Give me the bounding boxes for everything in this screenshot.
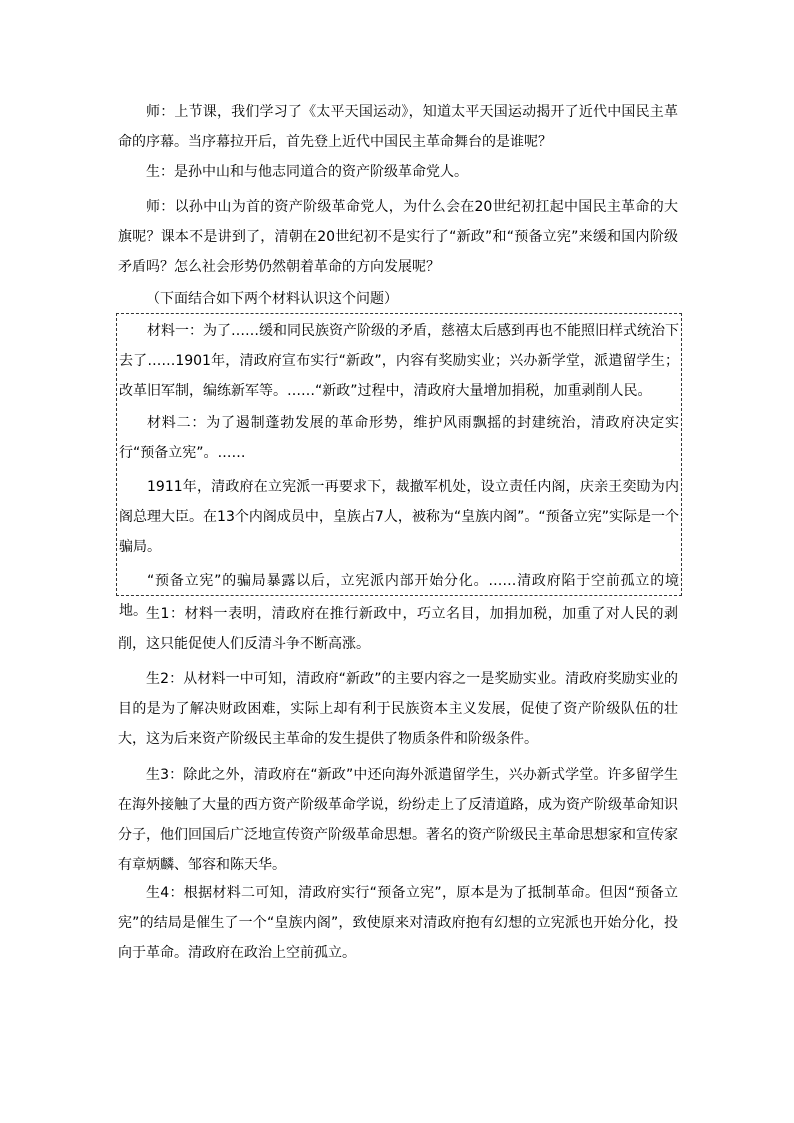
student-2-answer: 生2：从材料一中可知，清政府“新政”的主要内容之一是奖励实业。清政府奖励实业的目的是为了解决财政困难，实际上却有利于民族资本主义发展，促使了资产阶级队伍的壮大，这为后来资产阶级民主革命的发生提供了物质条件和阶级条件。	[118, 671, 678, 747]
student-1-answer: 生1：材料一表明，清政府在推行新政中，巧立名目，加捐加税，加重了对人民的剥削，这只能促使人们反清斗争不断高涨。	[118, 606, 678, 652]
student-3-answer: 生3：除此之外，清政府在“新政”中还向海外派遣留学生，兴办新式学堂。许多留学生在海外接触了大量的西方资产阶级革命学说，纷纷走上了反清道路，成为资产阶级革命知识分子，他们回国后广泛地宣传资产阶级革命思想。著名的资产阶级民主革命思想家和宣传家有章炳麟、邹容和陈天华。	[118, 767, 678, 873]
student-4-answer: 生4：根据材料二可知，清政府实行“预备立宪”，原本是为了抵制革命。但因“预备立宪”的结局是催生了一个“皇族内阁”，致使原来对清政府抱有幻想的立宪派也开始分化，投向于革命。清政府在政治上空前孤立。	[118, 885, 678, 961]
material-1: 材料一：为了……缓和同民族资产阶级的矛盾，慈禧太后感到再也不能照旧样式统治下去了……1901年，清政府宣布实行“新政”，内容有奖励实业；兴办新学堂，派遣留学生；改革旧军制，编练新军等。……“新政”过程中，清政府大量增加捐税，加重剥削人民。	[119, 323, 679, 399]
teacher-paragraph-1: 师：上节课，我们学习了《太平天国运动》，知道太平天国运动揭开了近代中国民主革命的序幕。当序幕拉开后，首先登上近代中国民主革命舞台的是谁呢？	[118, 104, 678, 150]
materials-box	[116, 313, 682, 619]
student-paragraph-1: 生：是孙中山和与他志同道合的资产阶级革命党人。	[146, 164, 468, 180]
material-2: 材料二：为了遏制蓬勃发展的革命形势，维护风雨飘摇的封建统治，清政府决定实行“预备立宪”。……	[119, 415, 679, 461]
instruction-note: （下面结合如下两个材料认识这个问题）	[146, 291, 398, 307]
material-2-continued: 1911年，清政府在立宪派一再要求下，裁撤军机处，设立责任内阁，庆亲王奕劻为内阁总理大臣。在13个内阁成员中，皇族占7人，被称为“皇族内阁”。“预备立宪”实际是一个骗局。	[119, 479, 679, 555]
teacher-paragraph-2: 师：以孙中山为首的资产阶级革命党人，为什么会在20世纪初扛起中国民主革命的大旗呢？课本不是讲到了，清朝在20世纪初不是实行了“新政”和“预备立宪”来缓和国内阶级矛盾吗？怎么社会形势仍然朝着革命的方向发展呢？	[118, 199, 678, 275]
material-conclusion: “预备立宪”的骗局暴露以后，立宪派内部开始分化。……清政府陷于空前孤立的境地。	[119, 573, 679, 619]
